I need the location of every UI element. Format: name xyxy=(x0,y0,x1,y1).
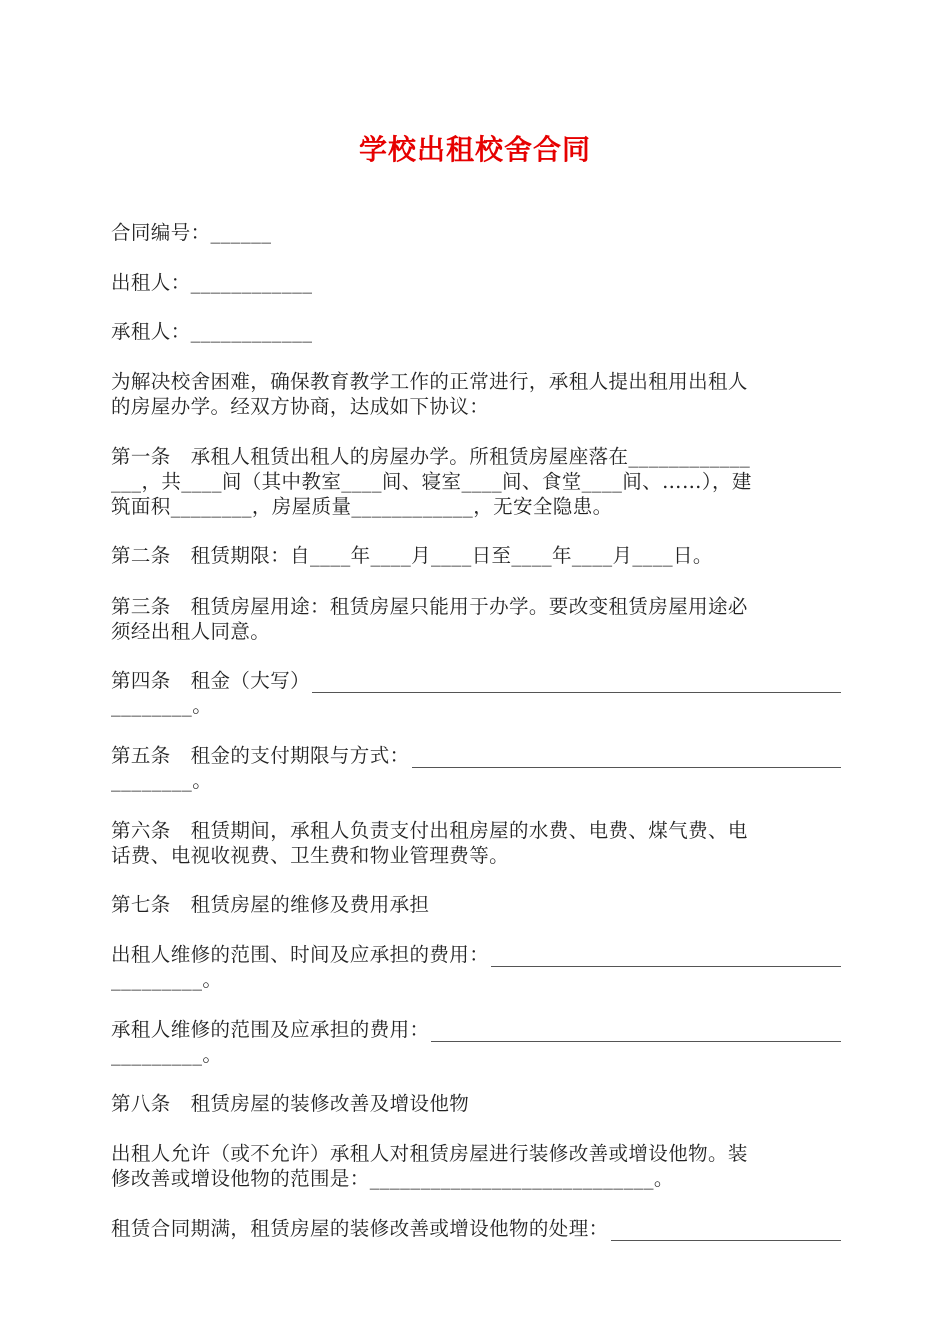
blank-line xyxy=(412,749,841,768)
article-8-paragraph-2: 租赁合同期满，租赁房屋的装修改善或增设他物的处理： xyxy=(111,1216,841,1241)
contract-number: 合同编号：______ xyxy=(111,221,272,244)
article-7-lessor-repair: 出租人维修的范围、时间及应承担的费用： _________。 xyxy=(111,942,841,992)
blank-line xyxy=(491,948,841,967)
lessee-line: 承租人：____________ xyxy=(111,320,313,343)
blank-line xyxy=(611,1222,841,1241)
article-7-lessee-repair: 承租人维修的范围及应承担的费用： _________。 xyxy=(111,1017,841,1067)
article-8-heading: 第八条 租赁房屋的装修改善及增设他物 xyxy=(111,1092,470,1115)
blank-line xyxy=(312,674,841,693)
article-5: 第五条 租金的支付期限与方式： ________。 xyxy=(111,743,841,793)
article-8-paragraph-1: 出租人允许（或不允许）承租人对租赁房屋进行装修改善或增设他物。装 修改善或增设他物的范围是：____________________________。 xyxy=(111,1142,748,1190)
article-7-heading: 第七条 租赁房屋的维修及费用承担 xyxy=(111,893,430,916)
intro-paragraph: 为解决校舍困难，确保教育教学工作的正常进行，承租人提出租用出租人 的房屋办学。经双方协商，达成如下协议： xyxy=(111,370,748,418)
article-6: 第六条 租赁期间，承租人负责支付出租房屋的水费、电费、煤气费、电 话费、电视收视费、卫生费和物业管理费等。 xyxy=(111,819,748,867)
article-4: 第四条 租金（大写） ________。 xyxy=(111,668,841,718)
lessor-line: 出租人：____________ xyxy=(111,271,313,294)
article-3: 第三条 租赁房屋用途：租赁房屋只能用于办学。要改变租赁房屋用途必 须经出租人同意。 xyxy=(111,595,748,643)
article-2: 第二条 租赁期限：自____年____月____日至____年____月____日。 xyxy=(111,544,713,567)
blank-line xyxy=(431,1023,841,1042)
document-title: 学校出租校舍合同 xyxy=(358,133,591,166)
article-1: 第一条 承租人租赁出租人的房屋办学。所租赁房屋座落在____________ ___，共____间（其中教室____间、寝室____间、食堂____间、……），建 筑面积________，房屋质量____________，无安全隐患。 xyxy=(111,445,752,518)
